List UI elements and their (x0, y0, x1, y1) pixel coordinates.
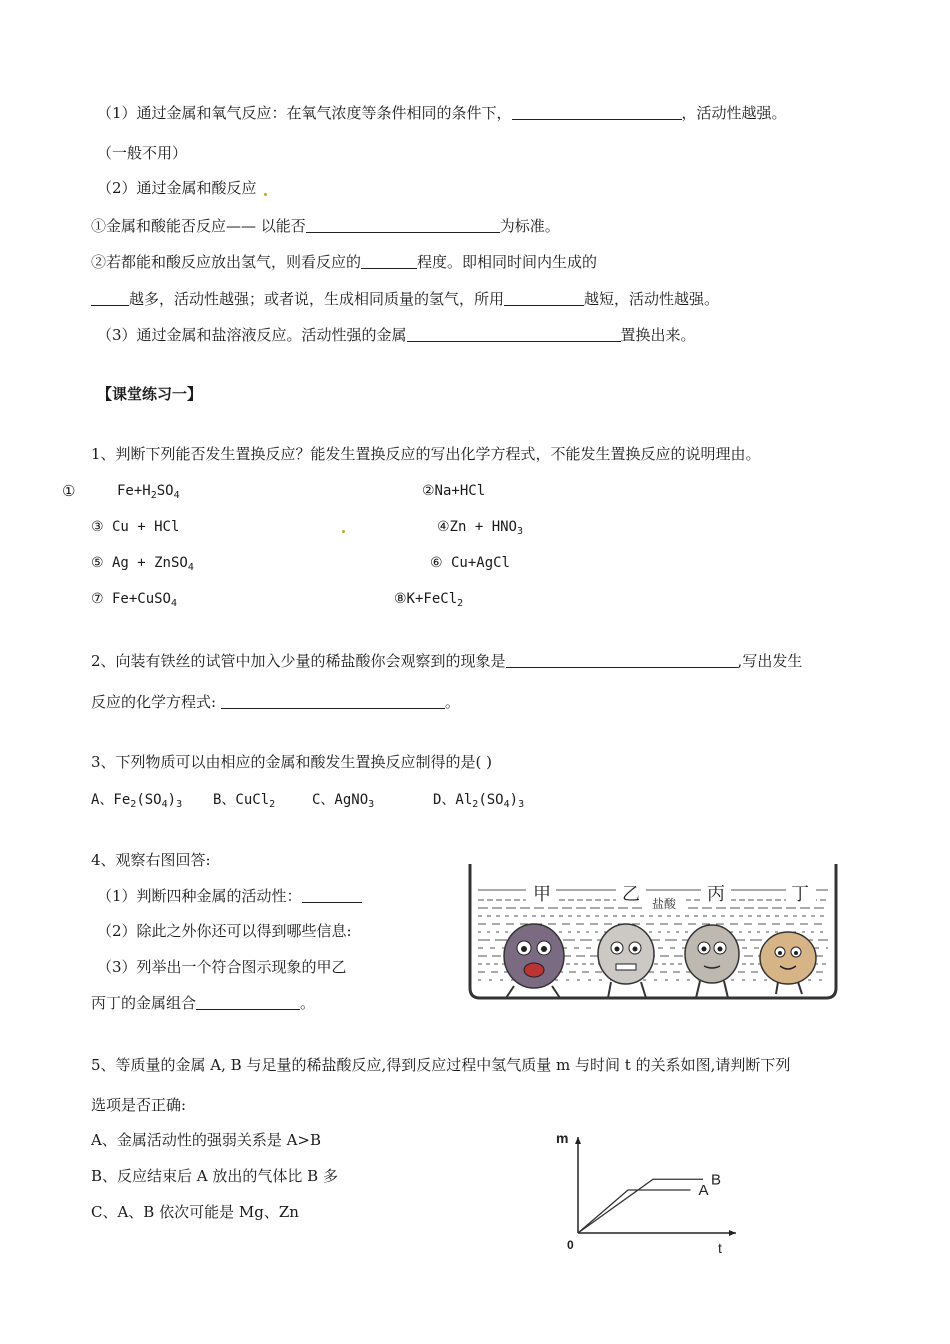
option-a[interactable] (91, 792, 182, 808)
subscript: 2 (150, 490, 157, 501)
x-axis-arrow (729, 1230, 736, 1236)
option-c[interactable] (312, 790, 374, 815)
question-4-part-4-end: 。 (300, 994, 316, 1012)
question-1-item-3: ③ Cu + HCl (91, 519, 180, 535)
question-3-stem: 3、下列物质可以由相应的金属和酸发生置换反应制得的是( ) (91, 753, 493, 771)
option-b[interactable] (213, 790, 275, 815)
formula-part: Fe+H (117, 483, 151, 499)
formula-part: ⑧K+FeCl (394, 591, 458, 607)
chart-series (578, 1171, 721, 1233)
question-5-stem-1: 5、等质量的金属 A, B 与足量的稀盐酸反应,得到反应过程中氢气质量 m 与时间 t 的关系如图,请判断下列 (91, 1056, 791, 1074)
method-2-item-2-tail: 程度。即相同时间内生成的 (417, 253, 598, 271)
x-axis-label: t (718, 1240, 722, 1256)
answer-blank[interactable] (306, 217, 500, 233)
method-1-text: （1）通过金属和氧气反应：在氧气浓度等条件相同的条件下， (97, 104, 512, 122)
subscript: 3 (176, 799, 183, 810)
option-a-text: A、Fe (91, 792, 131, 808)
metal-label-jia: 甲 (533, 884, 551, 904)
answer-blank[interactable] (91, 290, 129, 306)
question-1-item-2: ②Na+HCl (422, 483, 486, 499)
question-4-part-4-text: 丙丁的金属组合 (91, 994, 197, 1012)
subscript: 4 (503, 799, 510, 810)
question-4-stem: 4、观察右图回答: (91, 851, 211, 869)
question-1-item-7 (91, 589, 177, 614)
answer-blank[interactable] (407, 326, 621, 342)
question-4-part-1-text: （1）判断四种金属的活动性： (97, 887, 302, 905)
answer-blank[interactable] (512, 104, 682, 120)
series-label-B: B (711, 1171, 722, 1189)
option-a-text: (SO (136, 792, 162, 808)
y-axis-label: m (556, 1130, 569, 1146)
question-5-option-c: C、A、B 依次可能是 Mg、Zn (91, 1203, 299, 1221)
question-2-line-1 (91, 651, 802, 671)
metals-in-acid-figure (466, 860, 840, 1002)
metal-label-ding: 丁 (791, 884, 809, 904)
speck (264, 193, 267, 196)
question-2-text-2: 反应的化学方程式: (91, 693, 221, 711)
formula-part: ④Zn + HNO (437, 519, 517, 535)
question-5-option-a: A、金属活动性的强弱关系是 A>B (91, 1131, 322, 1149)
method-1-line (97, 103, 787, 123)
question-1-item-4 (437, 517, 523, 542)
method-3-text: （3）通过金属和盐溶液反应。活动性强的金属 (97, 326, 407, 344)
question-1-item-8 (394, 589, 463, 614)
method-2-item-1-text: ①金属和酸能否反应—— 以能否 (91, 217, 306, 235)
method-2-item-2 (91, 252, 597, 272)
formula-part: SO (156, 483, 174, 499)
option-d[interactable] (433, 790, 524, 815)
metal-ding-character (760, 932, 816, 994)
subscript: 2 (269, 799, 276, 810)
question-1-stem: 1、判断下列能否发生置换反应？能发生置换反应的写出化学方程式，不能发生置换反应的说明理由。 (91, 445, 761, 463)
option-d-text: D、Al (433, 792, 473, 808)
answer-blank[interactable] (504, 290, 584, 306)
question-4-part-3: （3）列举出一个符合图示现象的甲乙 (97, 958, 347, 976)
method-3-tail: 置换出来。 (620, 326, 696, 344)
subscript: 2 (457, 598, 464, 609)
answer-blank[interactable] (506, 652, 738, 668)
question-5-option-b: B、反应结束后 A 放出的气体比 B 多 (91, 1167, 338, 1185)
series-line-B (578, 1179, 703, 1233)
subscript: 3 (368, 799, 375, 810)
question-1-item-6: ⑥ Cu+AgCl (430, 555, 510, 571)
question-4-part-4 (91, 993, 315, 1013)
subscript: 4 (170, 598, 178, 609)
subscript: 4 (173, 490, 180, 501)
method-2-heading: （2）通过金属和酸反应 (97, 179, 257, 197)
method-2-item-1 (91, 216, 560, 236)
option-b-text: B、CuCl (213, 792, 270, 808)
option-d-text: ) (509, 792, 519, 808)
method-2-item-2-text: ②若都能和酸反应放出氢气，则看反应的 (91, 253, 362, 271)
acid-label: 盐酸 (652, 897, 677, 911)
item-number: ① (62, 482, 76, 500)
method-2-item-3-text: 越多，活动性越强；或者说，生成相同质量的氢气，所用 (129, 290, 505, 308)
subscript: 3 (516, 526, 524, 537)
question-3-options (91, 790, 182, 815)
question-2-line-2 (91, 692, 460, 712)
subscript: 3 (518, 799, 525, 810)
question-1-item-5 (91, 553, 194, 578)
metal-label-bing: 丙 (707, 884, 725, 904)
question-2-tail: ,写出发生 (737, 652, 803, 670)
metal-label-yi: 乙 (622, 884, 640, 904)
question-2-end: 。 (444, 693, 460, 711)
question-1-item-1-formula (117, 481, 180, 506)
method-2-item-3-tail: 越短，活动性越强。 (584, 290, 720, 308)
subscript: 4 (161, 799, 168, 810)
exercise-heading: 【课堂练习一】 (97, 385, 203, 403)
series-line-A (578, 1190, 691, 1233)
formula-part: ⑤ Ag + ZnSO (91, 555, 188, 571)
method-1-note: （一般不用） (97, 144, 188, 162)
question-1-item-1 (62, 481, 75, 501)
answer-blank[interactable] (361, 253, 417, 269)
metal-yi-character (598, 924, 654, 998)
question-4-part-1 (97, 886, 362, 906)
subscript: 2 (472, 799, 479, 810)
method-2-item-1-tail: 为标准。 (499, 217, 560, 235)
option-c-text: C、AgNO (312, 792, 369, 808)
question-4-part-2: （2）除此之外你还可以得到哪些信息: (97, 922, 352, 940)
question-2-text: 2、向装有铁丝的试管中加入少量的稀盐酸你会观察到的现象是 (91, 652, 506, 670)
answer-blank[interactable] (302, 887, 362, 903)
option-d-text: (SO (478, 792, 504, 808)
metal-jia-character (504, 924, 564, 998)
y-axis-arrow (575, 1137, 581, 1144)
origin-label: 0 (567, 1238, 574, 1252)
answer-blank[interactable] (196, 994, 300, 1010)
option-a-text: ) (167, 792, 177, 808)
question-5-stem-2: 选项是否正确: (91, 1096, 187, 1114)
hydrogen-mass-time-chart (552, 1125, 752, 1260)
series-label-A: A (698, 1182, 709, 1199)
answer-blank[interactable] (221, 693, 445, 709)
speck (342, 530, 345, 533)
subscript: 4 (187, 562, 194, 573)
method-1-tail: ，活动性越强。 (681, 104, 787, 122)
metal-bing-character (685, 925, 739, 998)
method-3-line (97, 325, 696, 345)
formula-part: ⑦ Fe+CuSO (91, 591, 171, 607)
subscript: 2 (130, 799, 137, 810)
method-2-item-3 (91, 289, 719, 309)
